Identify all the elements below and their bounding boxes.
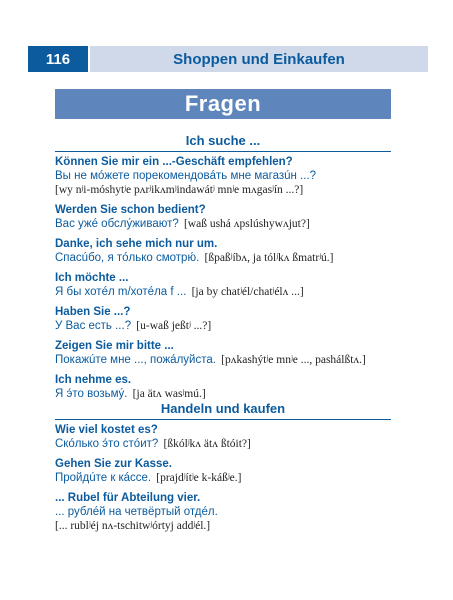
page-header bbox=[28, 46, 428, 72]
german-phrase: Werden Sie schon bedient? bbox=[55, 204, 206, 216]
section-entries-handeln bbox=[55, 423, 395, 539]
russian-phrase-line bbox=[55, 217, 395, 231]
page-number: 116 bbox=[28, 46, 88, 72]
phrase-entry bbox=[55, 423, 395, 451]
russian-phrase-line bbox=[55, 285, 395, 299]
transcription: [ßpaßʲíbʌ, ja tólʲkʌ ßmatrʲú.] bbox=[204, 252, 334, 264]
transcription: [prajdʲítʲe k-káßʲe.] bbox=[156, 472, 242, 484]
phrase-entry bbox=[55, 491, 395, 533]
phrase-entry bbox=[55, 339, 395, 367]
transcription: [pʌkashýtʲe mnʲe ..., pashálßtʌ.] bbox=[221, 354, 366, 366]
transcription: [u-waß jeßtʲ ...?] bbox=[136, 320, 212, 332]
section-title-handeln: Handeln und kaufen bbox=[55, 401, 391, 420]
russian-phrase-line bbox=[55, 251, 395, 265]
russian-phrase: Я э́то возьмý. bbox=[55, 388, 128, 400]
russian-phrase: Пройдúте к кáссе. bbox=[55, 472, 152, 484]
phrase-entry bbox=[55, 271, 395, 299]
german-phrase: Gehen Sie zur Kasse. bbox=[55, 458, 172, 470]
russian-phrase: Я бы хотéл m/хотéла f ... bbox=[55, 286, 187, 298]
german-phrase: Zeigen Sie mir bitte ... bbox=[55, 340, 174, 352]
german-phrase: Wie viel kostet es? bbox=[55, 424, 158, 436]
russian-phrase-line bbox=[55, 319, 395, 333]
russian-phrase-line bbox=[55, 471, 395, 485]
russian-phrase: Скóлько э́то стóит? bbox=[55, 438, 159, 450]
russian-phrase: Вас ужé обслýживают? bbox=[55, 218, 179, 230]
phrase-entry bbox=[55, 237, 395, 265]
russian-phrase: Спасúбо, я тóлько смотрю́. bbox=[55, 252, 200, 264]
russian-phrase: У Вас есть ...? bbox=[55, 320, 132, 332]
russian-phrase-line bbox=[55, 353, 395, 367]
phrase-entry bbox=[55, 305, 395, 333]
german-phrase: Ich nehme es. bbox=[55, 374, 132, 386]
transcription: [waß ushá ʌpslúshywʌjut?] bbox=[183, 218, 310, 230]
transcription: [... rublʲéj nʌ-tschitwʲórtyj addʲél.] bbox=[55, 520, 211, 532]
german-phrase: Danke, ich sehe mich nur um. bbox=[55, 238, 218, 250]
russian-phrase: Покажúте мне ..., пожáлуйста. bbox=[55, 354, 216, 366]
phrase-entry bbox=[55, 457, 395, 485]
transcription: [ja by chatʲél/chatʲélʌ ...] bbox=[191, 286, 304, 298]
section-entries-ich-suche bbox=[55, 155, 395, 407]
phrase-entry bbox=[55, 203, 395, 231]
phrase-entry bbox=[55, 155, 395, 197]
russian-phrase: Вы не мóжете порекомендовáть мне магазúн ...? bbox=[55, 170, 317, 182]
german-phrase: Ich möchte ... bbox=[55, 272, 129, 284]
russian-phrase: ... рублéй на четвёртый отдéл. bbox=[55, 506, 218, 518]
chapter-title: Fragen bbox=[55, 89, 391, 119]
german-phrase: ... Rubel für Abteilung vier. bbox=[55, 492, 201, 504]
russian-phrase-line bbox=[55, 387, 395, 401]
transcription: [wy nʲi-móshytʲe pʌrʲikʌmʲindawátʲ mnʲe mʌgasʲín ...?] bbox=[55, 184, 304, 196]
phrase-entry bbox=[55, 373, 395, 401]
section-title-ich-suche: Ich suche ... bbox=[55, 133, 391, 152]
german-phrase: Haben Sie ...? bbox=[55, 306, 131, 318]
transcription: [ja ätʌ wasʲmú.] bbox=[132, 388, 206, 400]
russian-phrase-line bbox=[55, 437, 395, 451]
running-title: Shoppen und Einkaufen bbox=[90, 46, 428, 72]
transcription: [ßkólʲkʌ ätʌ ßtóit?] bbox=[163, 438, 251, 450]
german-phrase: Können Sie mir ein ...-Geschäft empfehlen? bbox=[55, 156, 293, 168]
